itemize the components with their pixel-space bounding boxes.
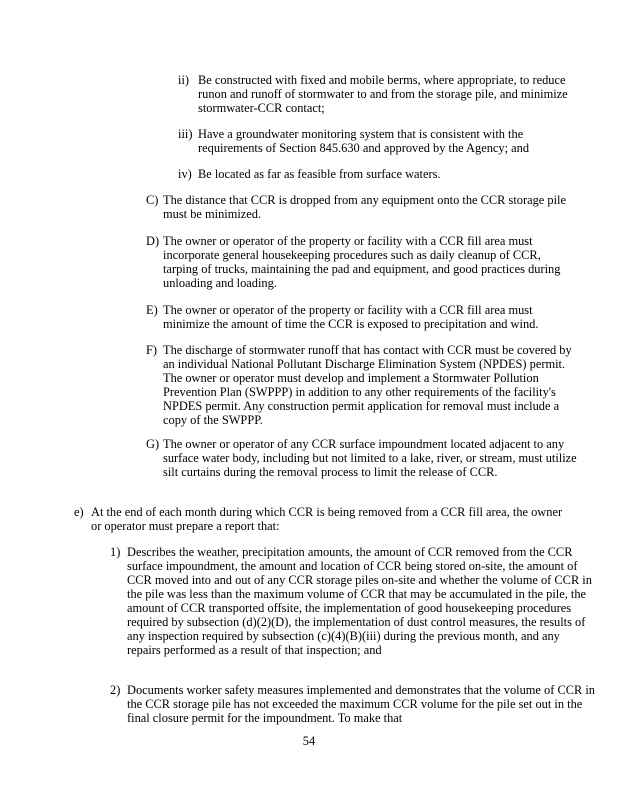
list-item-G: [146, 437, 586, 479]
list-item-F: [146, 343, 576, 427]
list-item-1: [110, 545, 596, 657]
list-item-text: The owner or operator of the property or facility with a CCR fill area must minimize the amount of time the CCR is exposed to precipitation and wind.: [163, 303, 539, 331]
list-item-text: Be located as far as feasible from surface waters.: [198, 167, 441, 181]
list-item-text: Be constructed with fixed and mobile berms, where appropriate, to reduce runon and runoff of stormwater to and from the storage pile, and minimize stormwater-CCR contact;: [198, 73, 568, 115]
list-marker: F): [146, 343, 158, 357]
list-item-text: The distance that CCR is dropped from any equipment onto the CCR storage pile must be minimized.: [163, 193, 566, 221]
list-item-ii: [178, 73, 568, 115]
list-item-D: [146, 234, 576, 290]
list-marker: C): [146, 193, 159, 207]
list-marker: 1): [110, 545, 121, 559]
list-item-iii: [178, 127, 578, 155]
list-item-text: Have a groundwater monitoring system that is consistent with the requirements of Section 845.630 and approved by the Agency; and: [198, 127, 530, 155]
list-item-text: The owner or operator of the property or facility with a CCR fill area must incorporate general housekeeping procedures such as daily cleanup of CCR, tarping of trucks, maintaining the pad and equipment, and good practices during unloading and loading.: [163, 234, 561, 290]
list-marker: D): [146, 234, 160, 248]
list-item-C: [146, 193, 586, 221]
list-marker: iii): [178, 127, 193, 141]
list-marker: e): [74, 505, 84, 519]
list-item-text: Documents worker safety measures implemented and demonstrates that the volume of CCR in the CCR storage pile has not exceeded the maximum CCR volume for the pile set out in the final closure permit for the impoundment. To make that: [127, 683, 595, 725]
list-marker: iv): [178, 167, 192, 181]
list-item-text: The discharge of stormwater runoff that has contact with CCR must be covered by an individual National Pollutant Discharge Elimination System (NPDES) permit. The owner or operator must develop and implement a Stormwater Pollution Prevention Plan (SWPPP) in addition to any other requirements of the facility's NPDES permit. Any construction permit application for removal must include a copy of the SWPPP.: [163, 343, 572, 427]
list-marker: G): [146, 437, 160, 451]
list-marker: ii): [178, 73, 190, 87]
list-item-2: [110, 683, 596, 725]
list-item-text: At the end of each month during which CCR is being removed from a CCR fill area, the owner or operator must prepare a report that:: [91, 505, 563, 533]
list-item-text: Describes the weather, precipitation amounts, the amount of CCR removed from the CCR surface impoundment, the amount and location of CCR being stored on-site, the amount of CCR moved into and out of any CCR storage piles on-site and whether the volume of CCR in the pile was less than the maximum volume of CCR that may be accumulated in the pile, the amount of CCR transported offsite, the implementation of good housekeeping procedures required by subsection (d)(2)(D), the implementation of dust control measures, the results of any inspection required by subsection (c)(4)(B)(iii) during the previous month, and any repairs performed as a result of that inspection; and: [127, 545, 592, 657]
list-marker: 2): [110, 683, 121, 697]
list-item-E: [146, 303, 581, 331]
list-item-iv: [178, 167, 568, 181]
list-item-e: [74, 505, 574, 533]
page-number: 54: [302, 734, 316, 748]
list-item-text: The owner or operator of any CCR surface impoundment located adjacent to any surface water body, including but not limited to a lake, river, or stream, must utilize silt curtains during the removal process to limit the release of CCR.: [163, 437, 577, 479]
list-marker: E): [146, 303, 158, 317]
